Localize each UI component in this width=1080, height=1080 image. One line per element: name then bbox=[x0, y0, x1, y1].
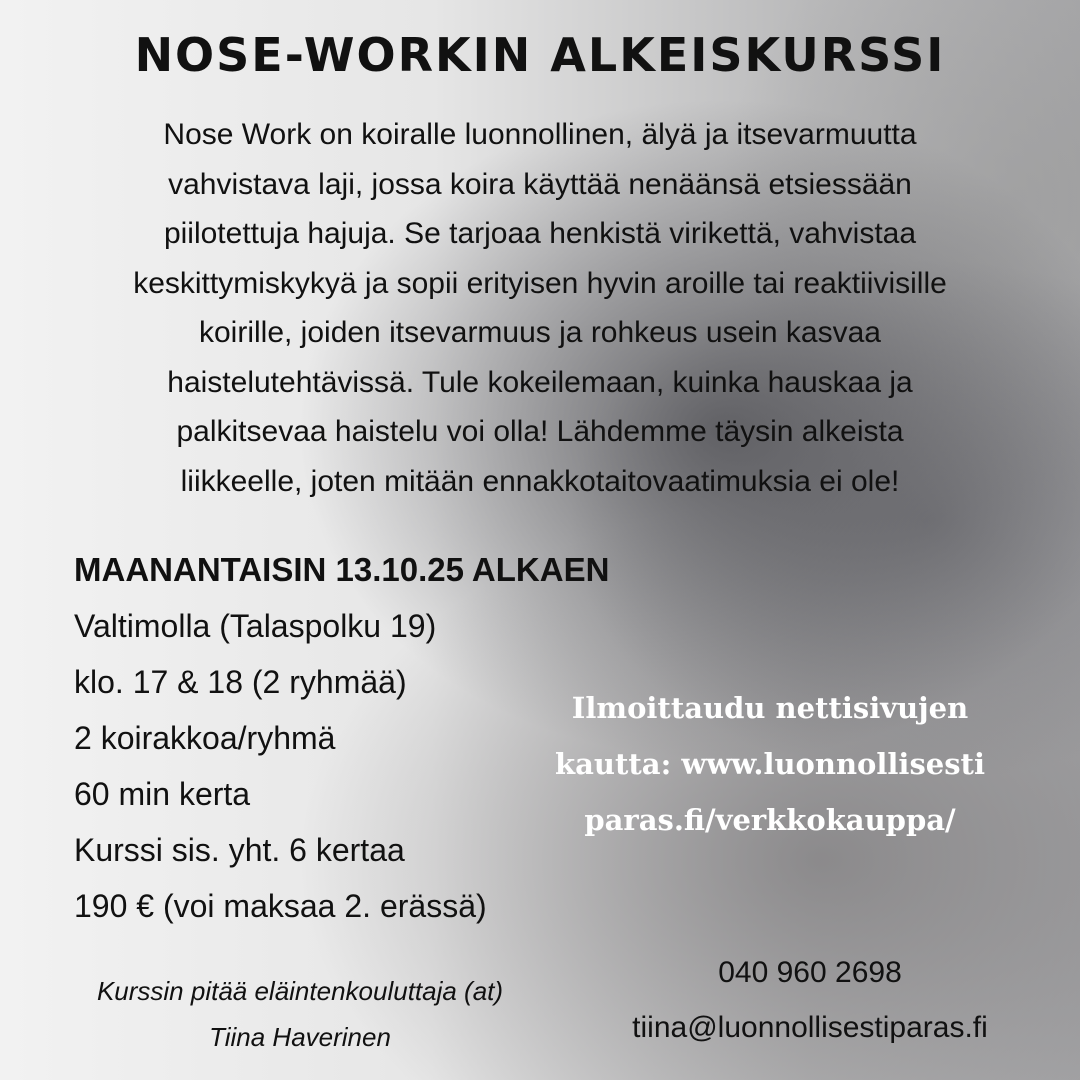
trainer-line: Kurssin pitää eläintenkouluttaja (at) bbox=[96, 976, 504, 1006]
group-size: 2 koirakkoa/ryhmä bbox=[74, 720, 336, 756]
course-start-heading: MAANANTAISIN 13.10.25 ALKAEN bbox=[74, 551, 610, 588]
intro-line: keskittymiskykyä ja sopii erityisen hyvin aroille tai reaktiivisille bbox=[133, 266, 947, 300]
signup-line[interactable]: kautta: www.luonnollisesti bbox=[555, 747, 985, 781]
intro-line: palkitsevaa haistelu voi olla! Lähdemme täysin alkeista bbox=[176, 415, 904, 448]
signup-line[interactable]: paras.fi/verkkokauppa/ bbox=[584, 803, 956, 837]
session-count: Kurssi sis. yht. 6 kertaa bbox=[74, 832, 405, 868]
course-location: Valtimolla (Talaspolku 19) bbox=[74, 608, 437, 644]
intro-line: liikkeelle, joten mitään ennakkotaitovaatimuksia ei ole! bbox=[180, 464, 900, 498]
course-price: 190 € (voi maksaa 2. erässä) bbox=[74, 888, 487, 924]
course-times: klo. 17 & 18 (2 ryhmää) bbox=[74, 664, 407, 700]
signup-info[interactable] bbox=[510, 680, 1030, 848]
intro-line: koirille, joiden itsevarmuus ja rohkeus usein kasvaa bbox=[198, 316, 881, 349]
intro-paragraph bbox=[0, 110, 1080, 506]
trainer-name: Tiina Haverinen bbox=[209, 1022, 391, 1052]
intro-line: Nose Work on koiralle luonnollinen, älyä ja itsevarmuutta bbox=[163, 118, 917, 151]
signup-line: Ilmoittaudu nettisivujen bbox=[571, 691, 969, 725]
phone-number: 040 960 2698 bbox=[718, 956, 902, 989]
trainer-info bbox=[30, 968, 570, 1060]
contact-info bbox=[580, 945, 1040, 1055]
session-length: 60 min kerta bbox=[74, 776, 251, 812]
poster-title: NOSE-WORKIN ALKEISKURSSI bbox=[134, 28, 946, 82]
intro-line: haistelutehtävissä. Tule kokeilemaan, kuinka hauskaa ja bbox=[167, 365, 913, 399]
email-address: tiina@luonnollisestiparas.fi bbox=[632, 1011, 988, 1044]
intro-line: vahvistava laji, jossa koira käyttää nenäänsä etsiessään bbox=[168, 167, 912, 201]
intro-line: piilotettuja hajuja. Se tarjoaa henkistä virikettä, vahvistaa bbox=[163, 217, 917, 250]
